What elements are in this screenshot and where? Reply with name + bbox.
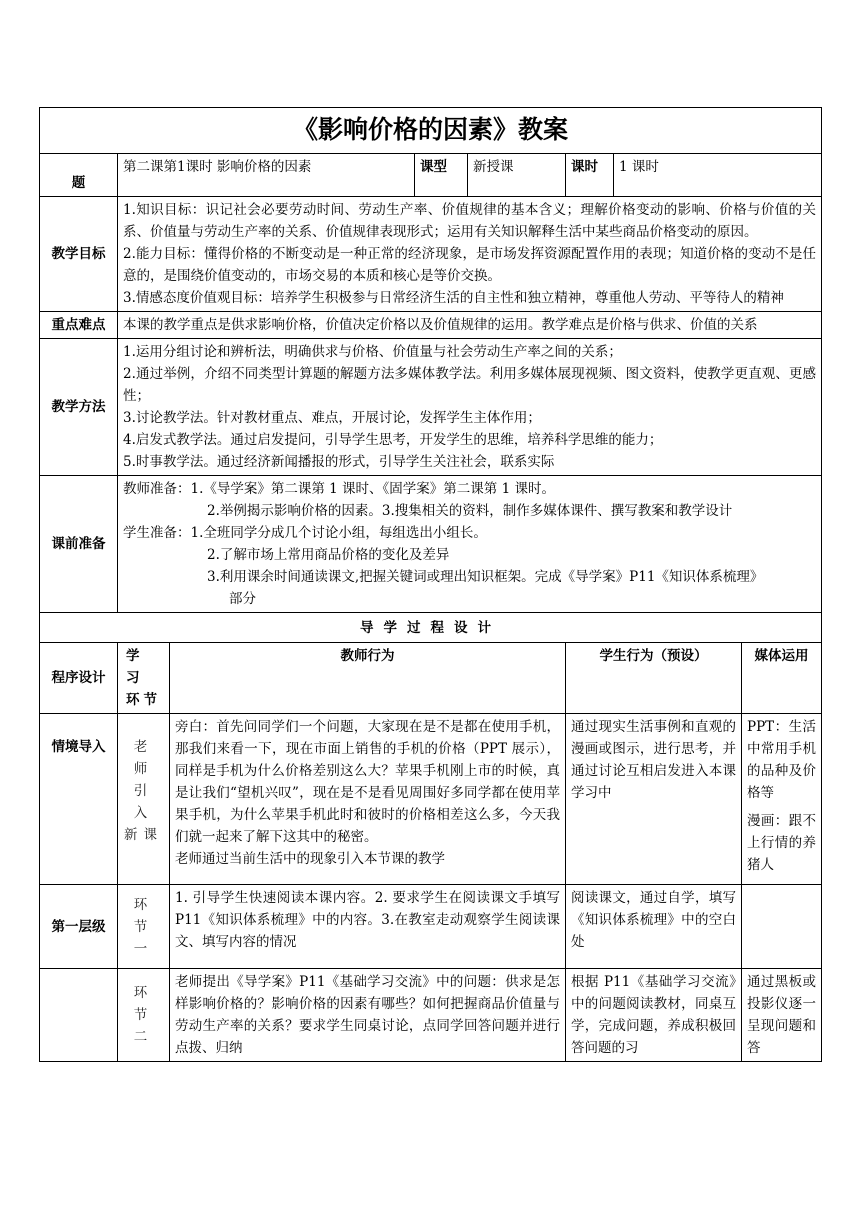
prep-label: 课前准备: [40, 476, 118, 613]
student-behavior-cell: 通过现实生活事例和直观的漫画或图示，进行思考，并通过讨论互相启发进入本课学习中: [566, 714, 742, 885]
student-behavior-cell: 根据 P11《基础学习交流》中的问题阅读教材，同桌互学，完成问题，养成积极回答问题的习: [566, 969, 742, 1062]
media-item: 漫画：跟不上行情的养猪人: [747, 813, 817, 873]
procedure-cell: 第一层级: [40, 885, 118, 969]
student-prep-line: 学生准备：1.全班同学分成几个讨论小组，每组选出小组长。: [123, 525, 487, 541]
col-stage-header: 学 习 环节: [118, 643, 170, 714]
document-title: 《影响价格的因素》教案: [40, 108, 822, 154]
method-item: 1.运用分组讨论和辨析法，明确供求与价格、价值量与社会劳动生产率之间的关系；: [123, 344, 622, 360]
table-row: [40, 885, 822, 969]
table-row: [40, 969, 822, 1062]
student-behavior-cell: 阅读课文，通过自学，填写《知识体系梳理》中的空白处: [566, 885, 742, 969]
lesson-plan-table: [39, 107, 822, 1062]
goal-knowledge: 1.知识目标：识记社会必要劳动时间、劳动生产率、价值规律的基本含义；理解价格变动的影响、价格与价值的关系、价值量与劳动生产率的关系、价值规律表现形式；运用有关知识解释生活中某些商品价格变动的原因。: [123, 202, 817, 240]
col-procedure-header: 程序设计: [40, 643, 118, 714]
methods-content: [118, 339, 822, 476]
media-cell: [742, 885, 822, 969]
teacher-behavior-cell: 老师提出《导学案》P11《基础学习交流》中的问题：供求是怎样影响价格的？影响价格的因素有哪些？如何把握商品价值量与劳动生产率的关系？要求学生同桌讨论，点同学回答问题并进行点拨、归纳: [170, 969, 566, 1062]
student-prep-line: 部分: [229, 591, 256, 607]
teacher-prep-line: 教师准备：1.《导学案》第二课第 1 课时、《固学案》第二课第 1 课时。: [123, 481, 555, 497]
col-student-header: 学生行为（预设）: [566, 643, 742, 714]
teacher-prep-line: 2.举例揭示影响价格的因素。3.搜集相关的资料，制作多媒体课件、撰写教案和教学设计: [207, 503, 733, 519]
teacher-narration: 旁白：首先问同学们一个问题，大家现在是不是都在使用手机，那我们来看一下，现在市面上销售的手机的价格（PPT 展示），同样是手机为什么价格差别这么大？苹果手机刚上市的时候，真是让我们“望机兴叹”，现在是不是看见周围好多同学都在使用苹果手机，为什么苹果手机此时和彼时的价格相差这么多，今天我们就一起来了解下这其中的秘密。: [175, 719, 560, 845]
student-prep-line: 2.了解市场上常用商品价格的变化及差异: [207, 547, 450, 563]
method-item: 3.讨论教学法。针对教材重点、难点，开展讨论，发挥学生主体作用；: [123, 410, 541, 426]
media-cell: [742, 714, 822, 885]
goal-ability: 2.能力目标：懂得价格的不断变动是一种正常的经济现象，是市场发挥资源配置作用的表现；知道价格的变动不是任意的，是围绕价值变动的，市场交易的本质和核心是等价交换。: [123, 246, 817, 284]
media-cell: 通过黑板或投影仪逐一呈现问题和答: [742, 969, 822, 1062]
media-item: PPT：生活中常用手机的品种及价格等: [747, 719, 817, 801]
topic-value: 第二课第1课时 影响价格的因素: [118, 154, 415, 197]
goals-label: 教学目标: [40, 197, 118, 312]
prep-content: [118, 476, 822, 613]
stage-cell: 环 节 一: [118, 885, 170, 969]
methods-label: 教学方法: [40, 339, 118, 476]
teacher-behavior-cell: 1. 引导学生快速阅读本课内容。2. 要求学生在阅读课文手填写 P11《知识体系梳理》中的内容。3.在教室走动观察学生阅读课文、填写内容的情况: [170, 885, 566, 969]
method-item: 4.启发式教学法。通过启发提问，引导学生思考，开发学生的思维，培养科学思维的能力；: [123, 432, 663, 448]
stage-cell: 环 节 二: [118, 969, 170, 1062]
stage-cell: 老 师 引 入 新课: [118, 714, 170, 885]
topic-label: 题: [40, 154, 118, 197]
key-points-label: 重点难点: [40, 312, 118, 339]
hours-value: 1 课时: [614, 154, 822, 197]
teacher-behavior-cell: [170, 714, 566, 885]
col-media-header: 媒体运用: [742, 643, 822, 714]
goal-attitude: 3.情感态度价值观目标：培养学生积极参与日常经济生活的自主性和独立精神，尊重他人劳动、平等待人的精神: [123, 290, 784, 306]
type-label: 课型: [415, 154, 468, 197]
goals-content: [118, 197, 822, 312]
method-item: 2.通过举例，介绍不同类型计算题的解题方法多媒体教学法。利用多媒体展现视频、图文资料，使教学更直观、更感性；: [123, 366, 817, 404]
col-teacher-header: 教师行为: [170, 643, 566, 714]
hours-label: 课时: [566, 154, 614, 197]
type-value: 新授课: [468, 154, 566, 197]
procedure-cell: 情境导入: [40, 714, 118, 885]
method-item: 5.时事教学法。通过经济新闻播报的形式，引导学生关注社会，联系实际: [123, 454, 555, 470]
design-section-title: 导学过程设计: [40, 613, 822, 643]
table-row: [40, 714, 822, 885]
procedure-cell: [40, 969, 118, 1062]
key-points-content: 本课的教学重点是供求影响价格，价值决定价格以及价值规律的运用。教学难点是价格与供求、价值的关系: [118, 312, 822, 339]
student-prep-line: 3.利用课余时间通读课文,把握关键词或理出知识框架。完成《导学案》P11《知识体系梳理》: [207, 569, 764, 585]
teacher-note: 老师通过当前生活中的现象引入本节课的教学: [175, 851, 445, 867]
